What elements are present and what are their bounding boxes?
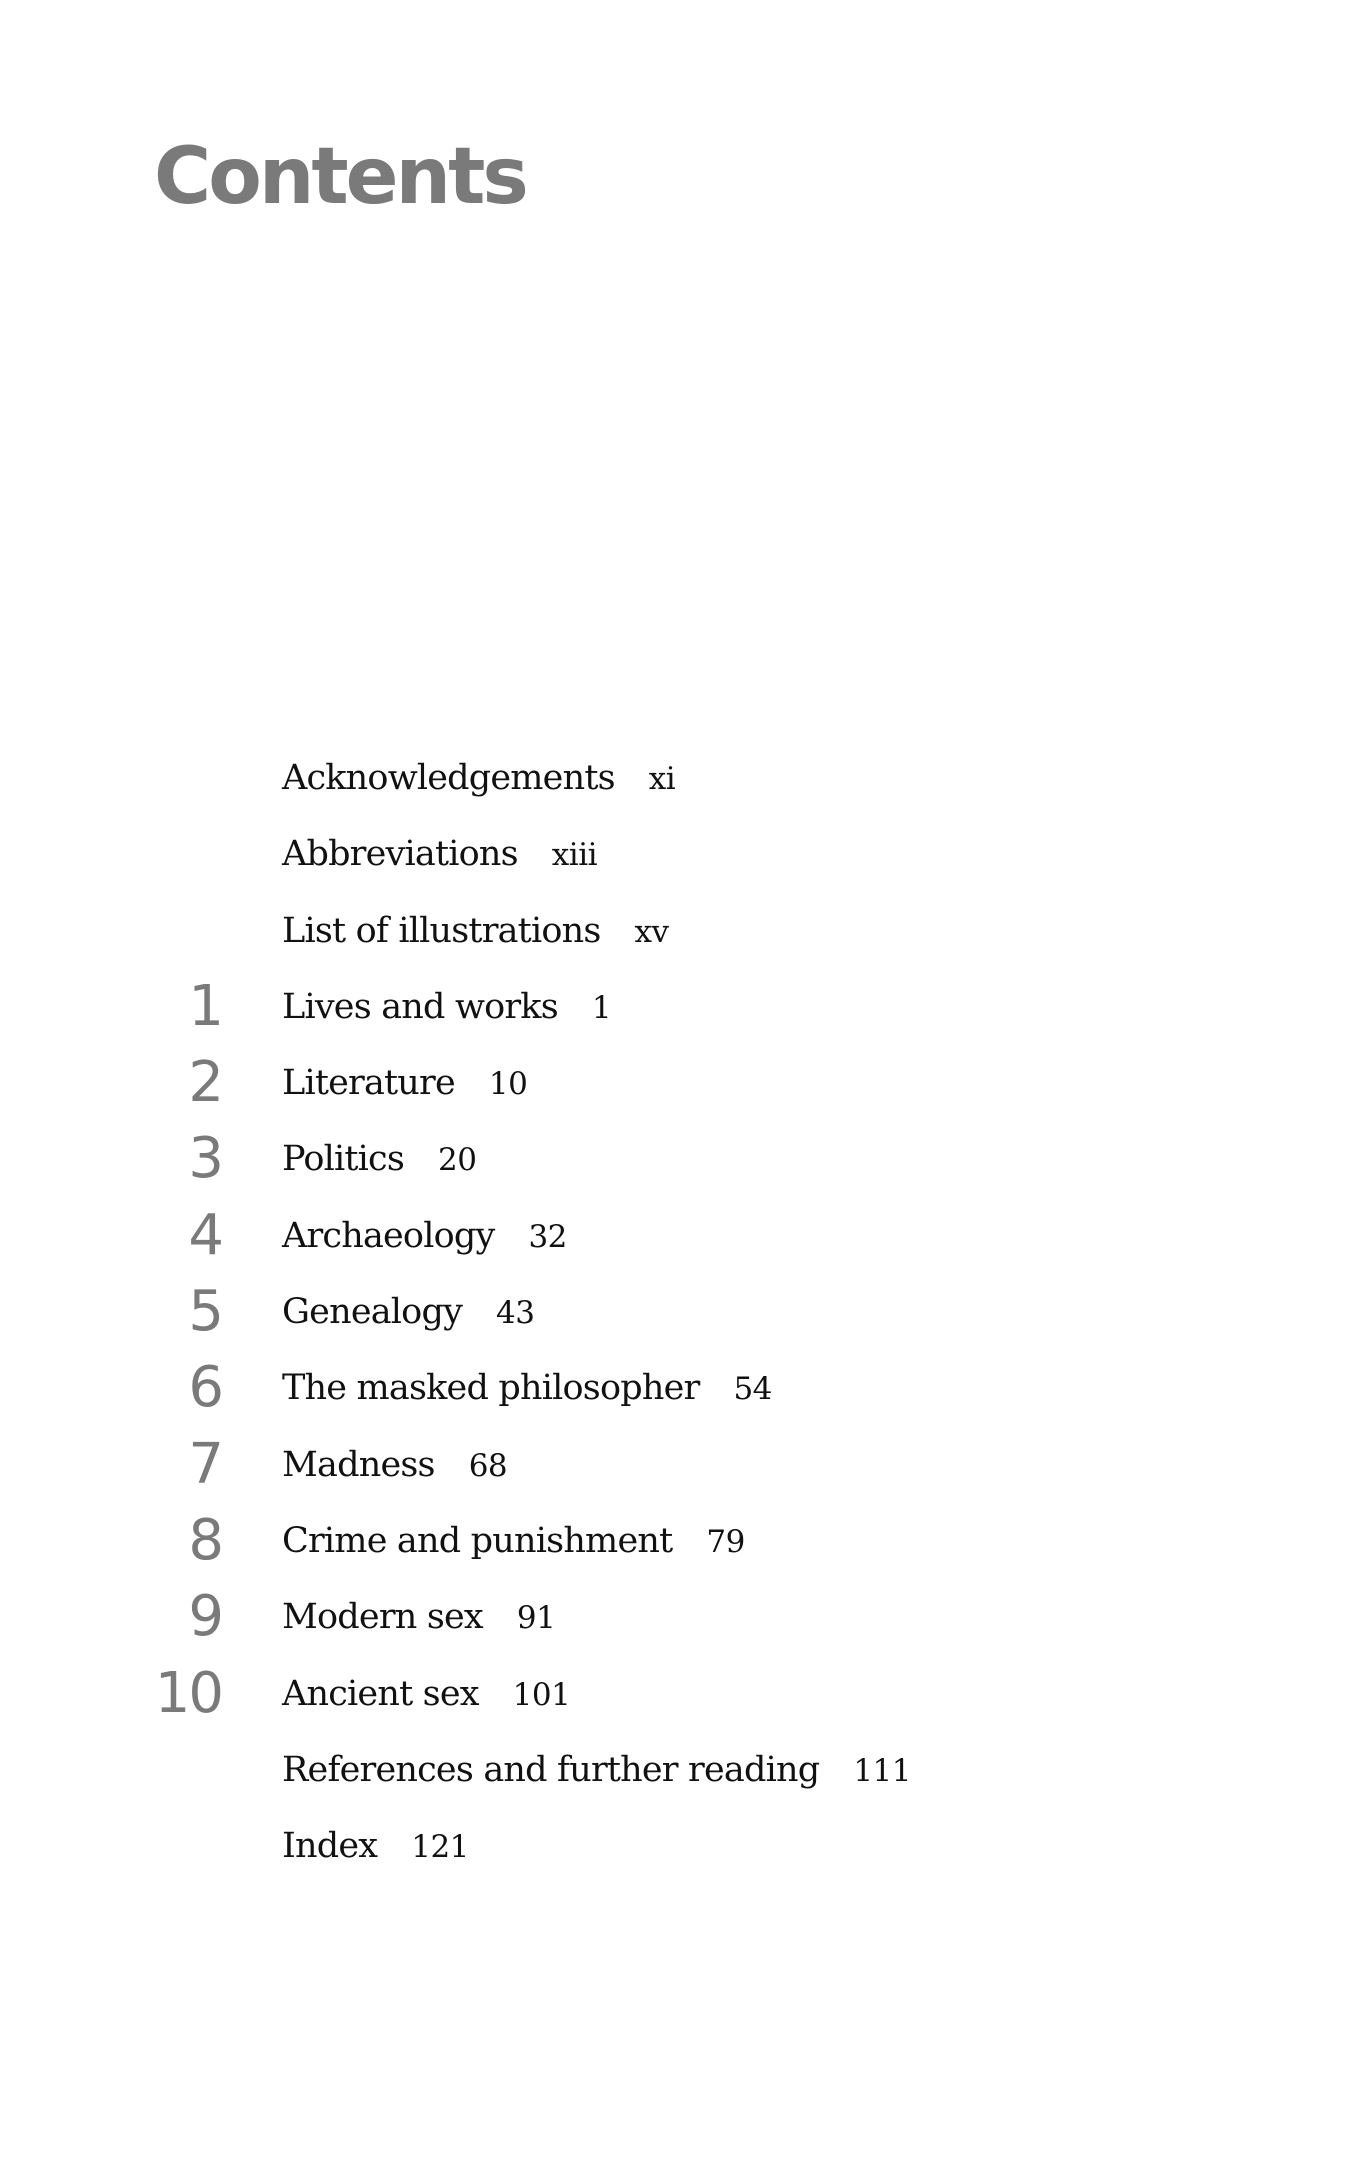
toc-entry-chapter-7[interactable] [0,1427,1347,1503]
entry-title: Modern sex [282,1597,483,1638]
entry-title: The masked philosopher [282,1368,700,1409]
chapter-number: 3 [188,1126,222,1192]
entry-page-number: 101 [512,1676,571,1713]
chapter-number: 6 [188,1355,222,1421]
toc-entry-chapter-3[interactable] [0,1121,1347,1197]
chapter-number: 10 [154,1660,222,1726]
toc-entry-abbreviations[interactable] [0,816,1347,892]
chapter-number: 7 [188,1431,222,1497]
entry-title: Index [282,1826,378,1867]
toc-entry-chapter-4[interactable] [0,1198,1347,1274]
entry-page-number: xi [648,761,676,797]
entry-title: Acknowledgements [282,758,615,798]
entry-page-number: 54 [733,1371,772,1408]
toc-entry-chapter-1[interactable] [0,969,1347,1045]
toc-entry-chapter-10[interactable] [0,1656,1347,1732]
entry-title: References and further reading [282,1749,820,1790]
entry-title: Abbreviations [282,834,518,875]
entry-page-number: 10 [488,1066,528,1103]
page-title: Contents [154,132,526,222]
entry-page-number: 43 [496,1295,535,1332]
entry-title: Crime and punishment [282,1520,673,1561]
entry-page-number: 121 [411,1829,469,1866]
entry-page-number: 79 [706,1523,745,1560]
entry-title: Madness [282,1444,435,1485]
toc-entry-chapter-9[interactable] [0,1579,1347,1655]
chapter-number: 8 [188,1507,222,1573]
toc-entry-list-of-illustrations[interactable] [0,893,1347,969]
toc-entry-chapter-6[interactable] [0,1350,1347,1426]
entry-title: Literature [282,1063,455,1104]
toc-entry-chapter-5[interactable] [0,1274,1347,1350]
entry-page-number: 32 [528,1218,567,1255]
entry-page-number: 91 [516,1600,556,1637]
entry-page-number: 20 [438,1142,477,1179]
table-of-contents [0,740,1347,1884]
entry-title: Genealogy [282,1292,463,1333]
chapter-number: 1 [188,973,222,1039]
chapter-number: 5 [188,1279,222,1345]
entry-title: Ancient sex [282,1673,479,1714]
chapter-number: 9 [188,1584,222,1650]
toc-entry-acknowledgements[interactable] [0,740,1347,816]
entry-title: Lives and works [282,986,558,1027]
toc-entry-index[interactable] [0,1808,1347,1884]
entry-title: Politics [282,1139,405,1180]
toc-entry-chapter-2[interactable] [0,1045,1347,1121]
entry-page-number: xiii [551,837,598,874]
chapter-number: 2 [188,1050,222,1116]
entry-page-number: xv [634,913,669,950]
entry-page-number: 68 [468,1447,508,1484]
toc-entry-references[interactable] [0,1732,1347,1808]
entry-page-number: 1 [591,989,612,1026]
entry-title: Archaeology [282,1215,495,1256]
chapter-number: 4 [188,1202,222,1268]
entry-page-number: 111 [853,1752,911,1789]
toc-entry-chapter-8[interactable] [0,1503,1347,1579]
entry-title: List of illustrations [282,910,601,951]
